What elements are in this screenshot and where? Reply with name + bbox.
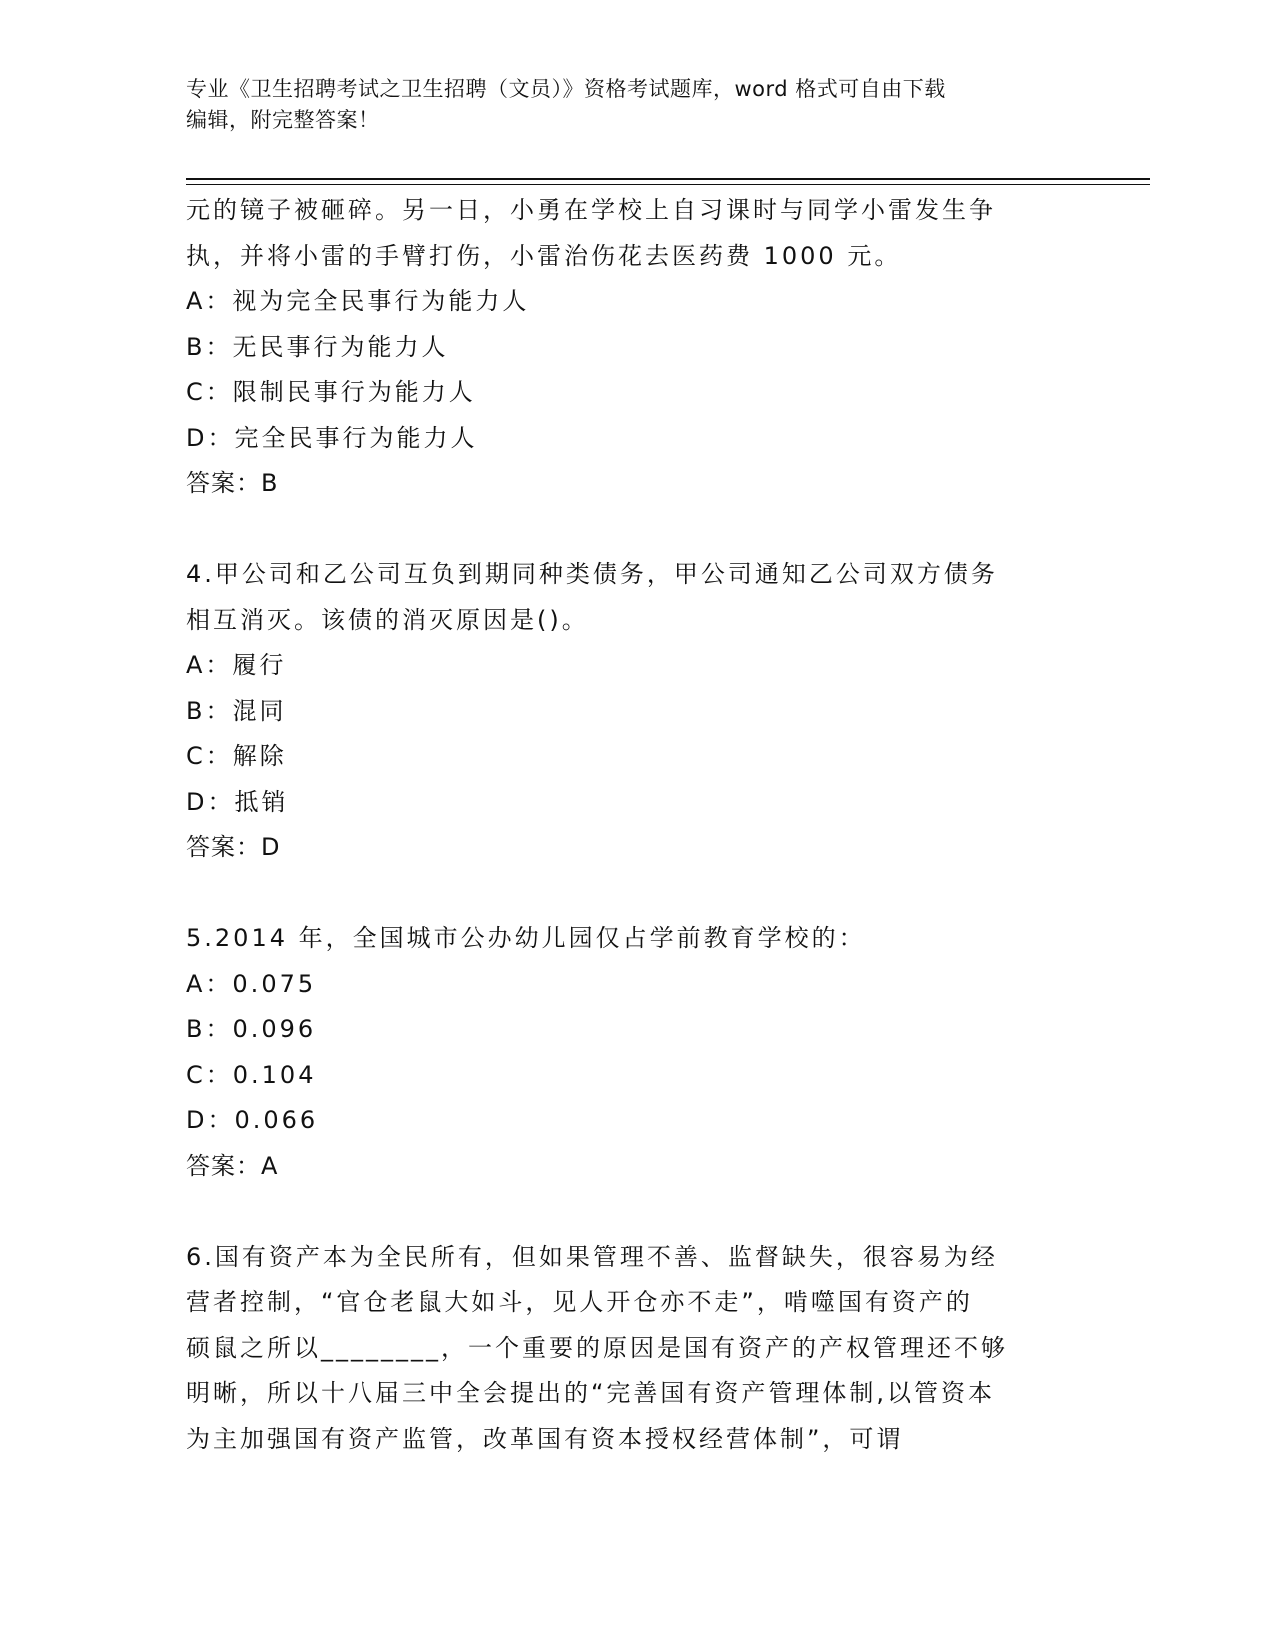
question-text-line: 5.2014 年，全国城市公办幼儿园仅占学前教育学校的：: [186, 924, 866, 952]
header-line-2: 编辑，附完整答案！: [186, 108, 380, 132]
option-a: A：视为完全民事行为能力人: [186, 287, 530, 315]
answer-label: 答案：B: [186, 469, 279, 497]
option-c: C：解除: [186, 742, 287, 770]
option-b: B：无民事行为能力人: [186, 332, 449, 361]
question-text-line: 4.甲公司和乙公司互负到期同种类债务，甲公司通知乙公司双方债务: [186, 560, 998, 588]
question-content: [186, 188, 1086, 1462]
option-b: B：0.096: [186, 1015, 317, 1043]
option-a: A：0.075: [186, 969, 317, 998]
spacer: [186, 1189, 1086, 1235]
header-line-1: 专业《卫生招聘考试之卫生招聘（文员）》资格考试题库，word 格式可自由下载: [186, 77, 946, 101]
option-c: C：限制民事行为能力人: [186, 378, 476, 406]
header-rule-thin: [186, 184, 1150, 185]
question-text-line: 硕鼠之所以________，一个重要的原因是国有资产的产权管理还不够: [186, 1333, 1008, 1362]
question-5: [186, 916, 1086, 1189]
option-d: D：完全民事行为能力人: [186, 423, 478, 452]
option-b: B：混同: [186, 696, 287, 725]
question-3: [186, 188, 1086, 507]
question-text-line: 6.国有资产本为全民所有，但如果管理不善、监督缺失，很容易为经: [186, 1242, 998, 1271]
option-d: D：0.066: [186, 1106, 319, 1134]
question-4: [186, 552, 1086, 871]
question-text-line: 执，并将小雷的手臂打伤，小雷治伤花去医药费 1000 元。: [186, 241, 902, 270]
question-6: [186, 1235, 1086, 1463]
option-c: C：0.104: [186, 1060, 317, 1089]
spacer: [186, 507, 1086, 553]
option-a: A：履行: [186, 651, 287, 679]
question-text-line: 为主加强国有资产监管，改革国有资本授权经营体制”，可谓: [186, 1424, 904, 1453]
question-text-line: 元的镜子被砸碎。另一日，小勇在学校上自习课时与同学小雷发生争: [186, 196, 996, 224]
document-header: [186, 74, 1076, 136]
header-rule-thick: [186, 178, 1150, 180]
answer-label: 答案：A: [186, 1151, 279, 1180]
option-d: D：抵销: [186, 787, 289, 816]
question-text-line: 营者控制，“官仓老鼠大如斗，见人开仓亦不走”，啃噬国有资产的: [186, 1288, 973, 1316]
question-text-line: 相互消灭。该债的消灭原因是()。: [186, 605, 589, 634]
question-text-line: 明晰，所以十八届三中全会提出的“完善国有资产管理体制,以管资本: [186, 1379, 996, 1407]
spacer: [186, 871, 1086, 917]
answer-label: 答案：D: [186, 833, 281, 861]
